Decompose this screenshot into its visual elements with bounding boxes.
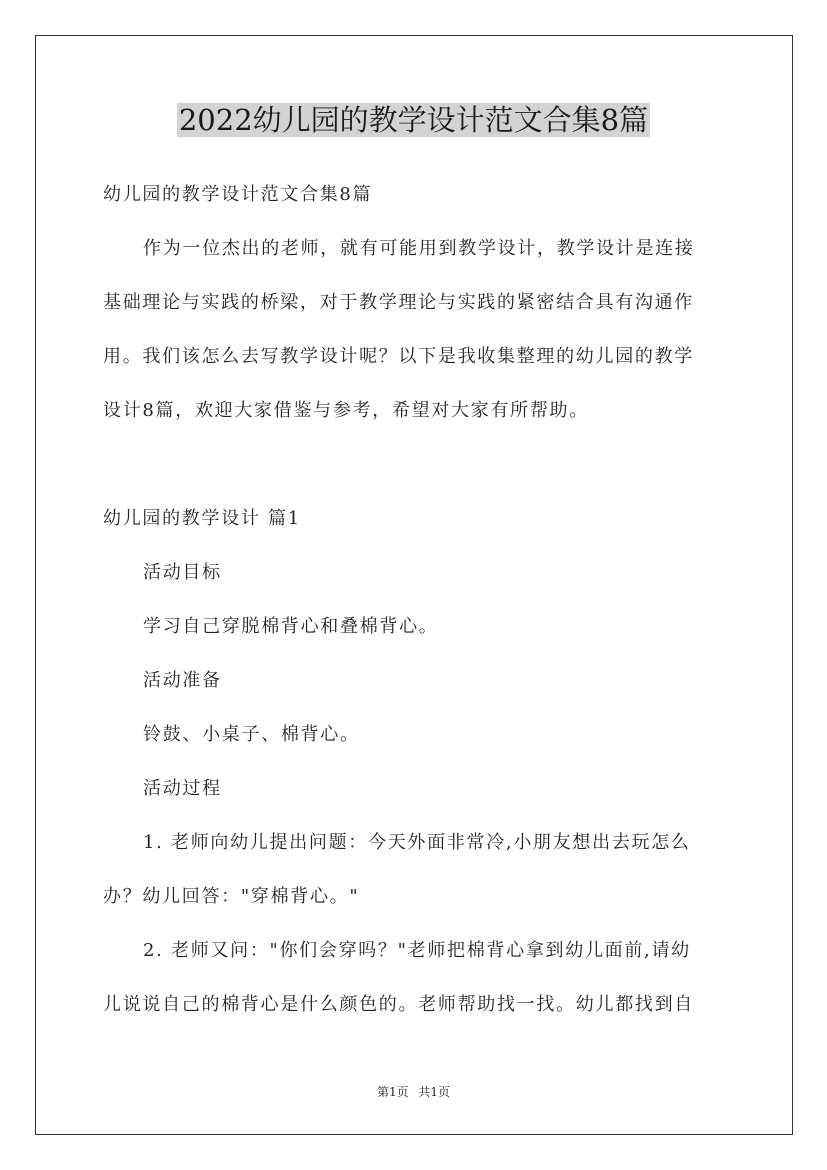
body-line-process-heading: 活动过程 — [143, 778, 222, 799]
body-line-preparation-heading: 活动准备 — [143, 670, 222, 691]
body-line-objectives: 学习自己穿脱棉背心和叠棉背心。 — [143, 616, 439, 637]
page-footer — [0, 1084, 827, 1100]
body-line-step2-a: 2. 老师又问："你们会穿吗？"老师把棉背心拿到幼儿面前,请幼 — [143, 940, 691, 961]
document-title-block — [0, 98, 827, 142]
body-line-preparation: 铃鼓、小桌子、棉背心。 — [143, 724, 360, 745]
body-line-step2-b: 儿说说自己的棉背心是什么颜色的。老师帮助找一找。幼儿都找到自 — [103, 994, 694, 1015]
section-heading: 幼儿园的教学设计 篇1 — [103, 508, 301, 529]
page-total: 共1页 — [418, 1085, 451, 1099]
body-line-step1-b: 办？幼儿回答："穿棉背心。" — [103, 886, 360, 907]
body-line-objectives-heading: 活动目标 — [143, 562, 222, 583]
intro-line-1: 作为一位杰出的老师，就有可能用到教学设计，教学设计是连接 — [143, 238, 695, 259]
body-line-step1-a: 1. 老师向幼儿提出问题：今天外面非常冷,小朋友想出去玩怎么 — [143, 832, 691, 853]
intro-line-4: 设计8篇，欢迎大家借鉴与参考，希望对大家有所帮助。 — [103, 400, 589, 421]
document-title: 2022幼儿园的教学设计范文合集8篇 — [178, 103, 649, 137]
page-number: 第1页 — [376, 1085, 409, 1099]
intro-line-2: 基础理论与实践的桥梁，对于教学理论与实践的紧密结合具有沟通作 — [103, 292, 694, 313]
intro-line-3: 用。我们该怎么去写教学设计呢？以下是我收集整理的幼儿园的教学 — [103, 346, 694, 367]
document-subtitle: 幼儿园的教学设计范文合集8篇 — [103, 184, 373, 205]
